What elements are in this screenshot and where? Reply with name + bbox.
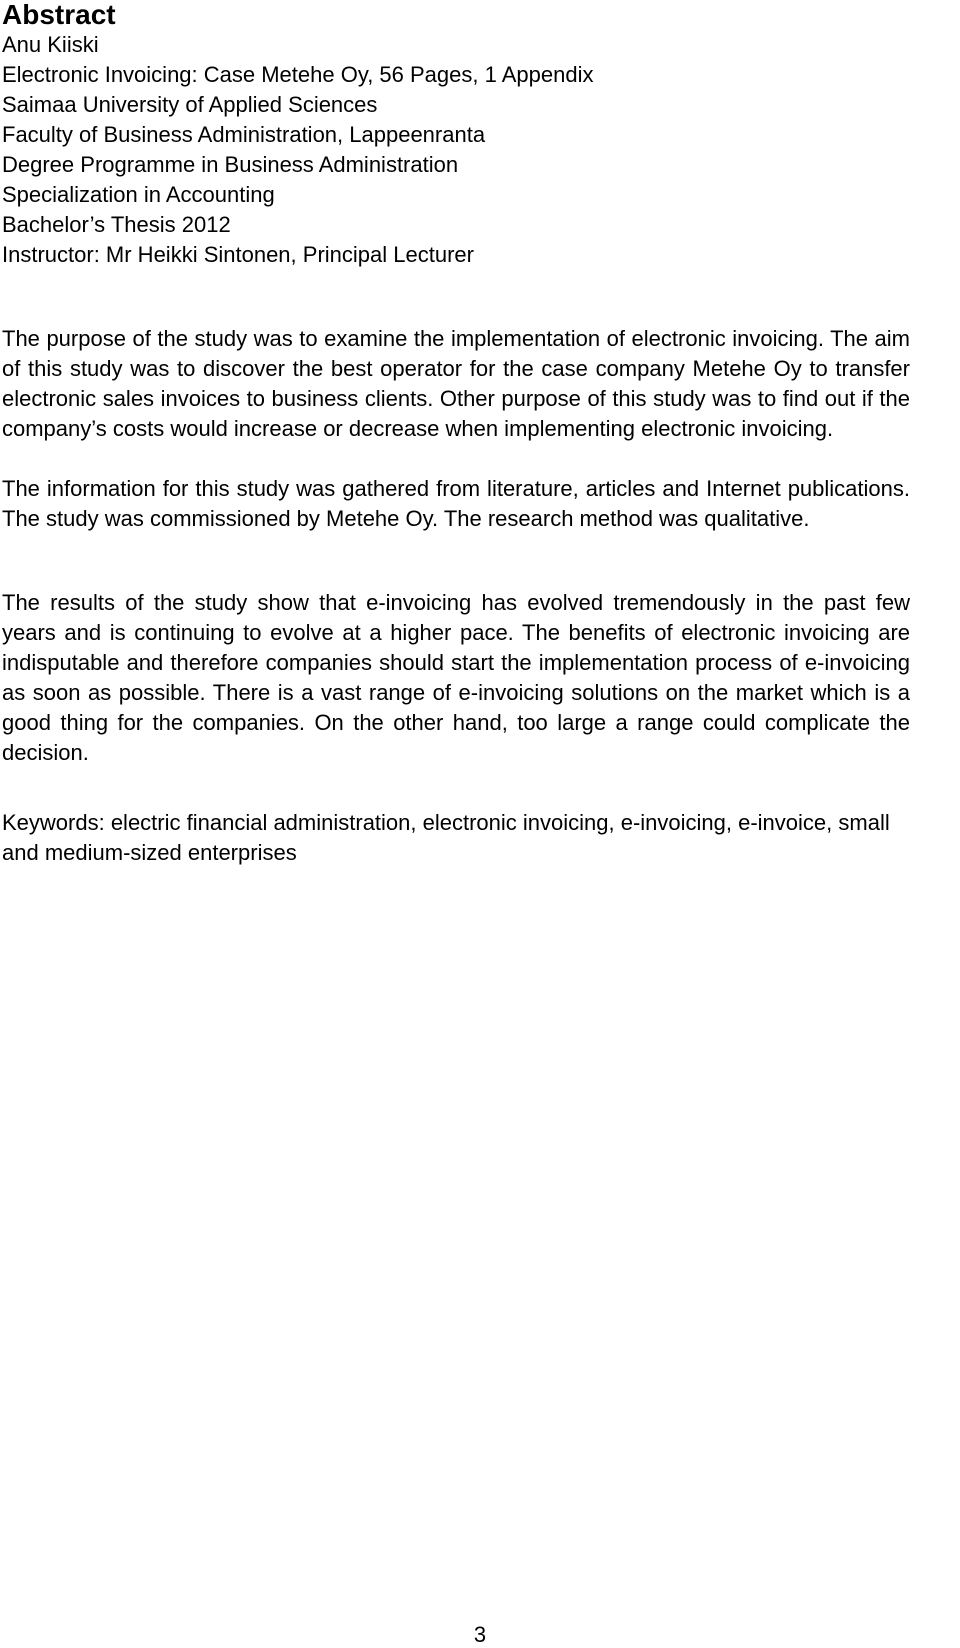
- abstract-page: [2, 0, 910, 868]
- keywords-paragraph: Keywords: electric financial administration, electronic invoicing, e-invoicing, e-invoice, small and medium-sized enterprises: [2, 810, 890, 865]
- specialization: Specialization in Accounting: [2, 182, 275, 207]
- instructor: Instructor: Mr Heikki Sintonen, Principal Lecturer: [2, 242, 474, 267]
- thesis-title: Electronic Invoicing: Case Metehe Oy, 56 Pages, 1 Appendix: [2, 62, 594, 87]
- purpose-paragraph: The purpose of the study was to examine the implementation of electronic invoicing. The aim of this study was to discover the best operator for the case company Metehe Oy to transfer electronic sales invoices to business clients. Other purpose of this study was to find out if the company’s costs would increase or decrease when implementing electronic invoicing.: [2, 326, 910, 441]
- university-name: Saimaa University of Applied Sciences: [2, 92, 378, 117]
- degree-programme: Degree Programme in Business Administration: [2, 152, 459, 177]
- page-title: Abstract: [2, 0, 116, 30]
- author-name: Anu Kiiski: [2, 32, 99, 57]
- page-number: 3: [473, 1622, 487, 1647]
- thesis-type-year: Bachelor’s Thesis 2012: [2, 212, 231, 237]
- results-paragraph: The results of the study show that e-invoicing has evolved tremendously in the past few years and is continuing to evolve at a higher pace. The benefits of electronic invoicing are indisputable and therefore companies should start the implementation process of e-invoicing as soon as possible. There is a vast range of e-invoicing solutions on the market which is a good thing for the companies. On the other hand, too large a range could complicate the decision.: [2, 590, 910, 765]
- thesis-metadata: [2, 30, 910, 270]
- information-paragraph: The information for this study was gathered from literature, articles and Internet publications. The study was commissioned by Metehe Oy. The research method was qualitative.: [2, 476, 910, 531]
- faculty-name: Faculty of Business Administration, Lappeenranta: [2, 122, 486, 147]
